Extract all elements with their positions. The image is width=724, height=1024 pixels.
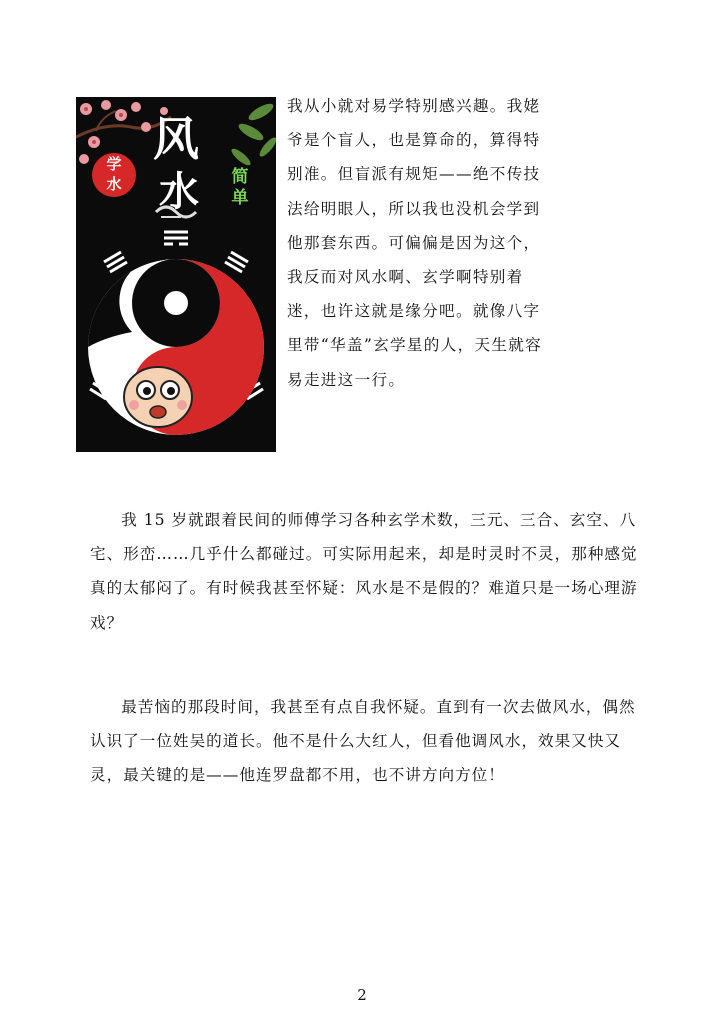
body-paragraph-2: 最苦恼的那段时间，我甚至有点自我怀疑。直到有一次去做风水，偶然认识了一位姓吴的道长。他不是什么大红人，但看他调风水，效果又快又灵，最关键的是——他连罗盘都不用，也不讲方向方位！ <box>90 698 636 785</box>
svg-text:水: 水 <box>106 175 122 193</box>
title-char-feng: 风 <box>153 112 199 166</box>
page-number: 2 <box>357 986 367 1004</box>
fengshui-cover-illustration <box>76 97 276 452</box>
title-char-shui: 水 <box>159 169 199 215</box>
intro-paragraph: 我从小就对易学特别感兴趣。我姥爷是个盲人，也是算命的，算得特别准。但盲派有规矩——绝不传技法给明眼人，所以我也没机会学到他那套东西。可偏偏是因为这个，我反而对风水啊、玄学啊特别着迷，也许这就是缘分吧。就像八字里带“华盖”玄学星的人，天生就容易走进这一行。 <box>287 97 543 389</box>
svg-text:单: 单 <box>231 188 249 208</box>
body-paragraph-1: 我 15 岁就跟着民间的师傅学习各种玄学术数，三元、三合、玄空、八宅、形峦……几乎什么都碰过。可实际用起来，却是时灵时不灵，那种感觉真的太郁闷了。有时候我甚至怀疑：风水是不是假的？难道只是一场心理游戏？ <box>90 511 638 632</box>
svg-text:学: 学 <box>106 155 122 173</box>
svg-text:简: 简 <box>231 167 249 187</box>
